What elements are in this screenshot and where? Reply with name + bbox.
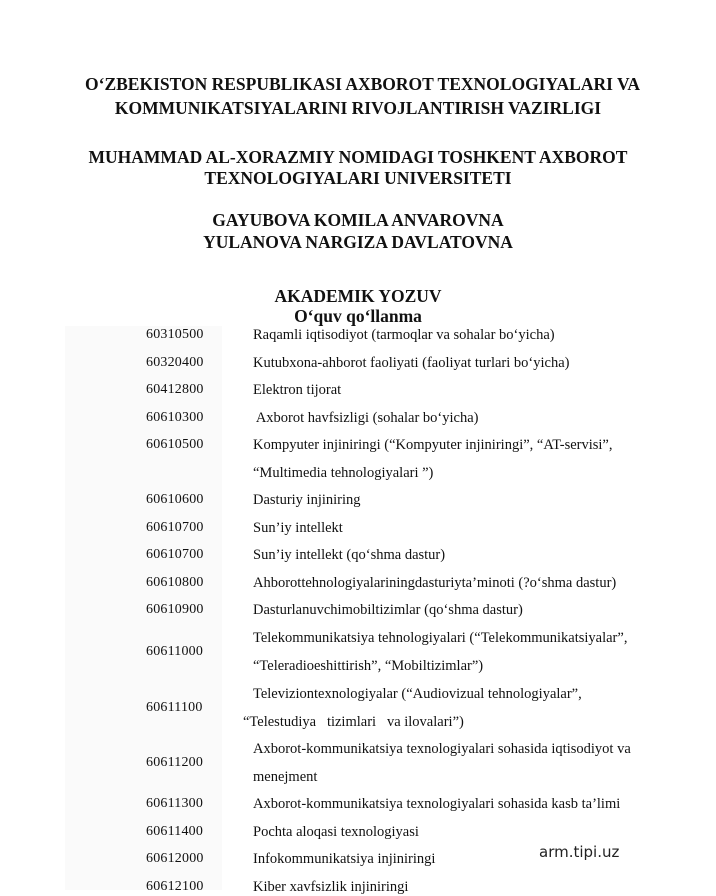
book-subtitle-text: O‘quv qo‘llanma [294,306,422,326]
program-name: Pochta aloqasi texnologiyasi [253,824,419,840]
program-name: Infokommunikatsiya injiniringi [253,851,436,867]
program-name: Dasturlanuvchimobiltizimlar (qo‘shma dastur) [253,602,523,618]
program-name: Kompyuter injiniringi (“Kompyuter injiniringi”, “AT-servisi”, [253,437,613,453]
university-line-2: TEXNOLOGIYALARI UNIVERSITETI [204,168,512,188]
program-name: Televiziontexnologiyalar (“Audiovizual tehnologiyalar”, [253,686,582,702]
university-line-1: MUHAMMAD AL-XORAZMIY NOMIDAGI TOSHKENT AXBOROT [88,147,628,167]
watermark: arm.tipi.uz [539,843,620,861]
program-name: Raqamli iqtisodiyot (tarmoqlar va sohalar bo‘yicha) [253,327,555,343]
program-code: 60310500 [146,327,204,342]
ministry-line-2: KOMMUNIKATSIYALARINI RIVOJLANTIRISH VAZIRLIGI [114,98,602,118]
book-title-text: AKADEMIK YOZUV [274,286,442,306]
program-code: 60611000 [146,644,204,659]
program-name-continued: “Telestudiya tizimlari va ilovalari”) [243,714,464,730]
program-name: Telekommunikatsiya tehnologiyalari (“Telekommunikatsiyalar”, [253,630,628,646]
program-name: Kutubxona-ahborot faoliyati (faoliyat turlari bo‘yicha) [253,355,570,371]
author-2-name: YULANOVA NARGIZA DAVLATOVNA [203,232,513,252]
program-name-continued: “Teleradioeshittirish”, “Mobiltizimlar”) [253,658,484,674]
program-code: 60611200 [146,755,204,770]
program-code: 60610500 [146,437,204,452]
program-name: Dasturiy injiniring [253,492,361,508]
program-name-continued: “Multimedia tehnologiyalari ”) [253,465,434,481]
program-name: Kiber xavfsizlik injiniringi [253,879,409,895]
program-name-continued: menejment [253,769,318,785]
program-name: Axborot havfsizligi (sohalar bo‘yicha) [253,410,479,426]
program-code: 60610600 [146,492,204,507]
program-code: 60412800 [146,382,204,397]
program-code: 60611100 [146,700,203,715]
program-code: 60320400 [146,355,204,370]
program-code: 60610900 [146,602,204,617]
program-name: Axborot-kommunikatsiya texnologiyalari sohasida kasb ta’limi [253,796,621,812]
program-code: 60612000 [146,851,204,866]
program-name: Axborot-kommunikatsiya texnologiyalari sohasida iqtisodiyot va [253,741,631,757]
program-code: 60611300 [146,796,204,811]
author-1-name: GAYUBOVA KOMILA ANVAROVNA [212,210,504,230]
program-code: 60610800 [146,575,204,590]
program-code: 60611400 [146,824,204,839]
program-name: Ahborottehnologiyalariningdasturiyta’minoti (?o‘shma dastur) [253,575,617,591]
program-code: 60610300 [146,410,204,425]
program-name: Elektron tijorat [253,382,342,398]
program-name: Sun’iy intellekt (qo‘shma dastur) [253,547,446,563]
program-code: 60610700 [146,520,204,535]
ministry-line-1: O‘ZBEKISTON RESPUBLIKASI AXBOROT TEXNOLOGIYALARI VA [85,74,640,94]
program-code: 60610700 [146,547,204,562]
program-name: Sun’iy intellekt [253,520,343,536]
program-code: 60612100 [146,879,204,894]
